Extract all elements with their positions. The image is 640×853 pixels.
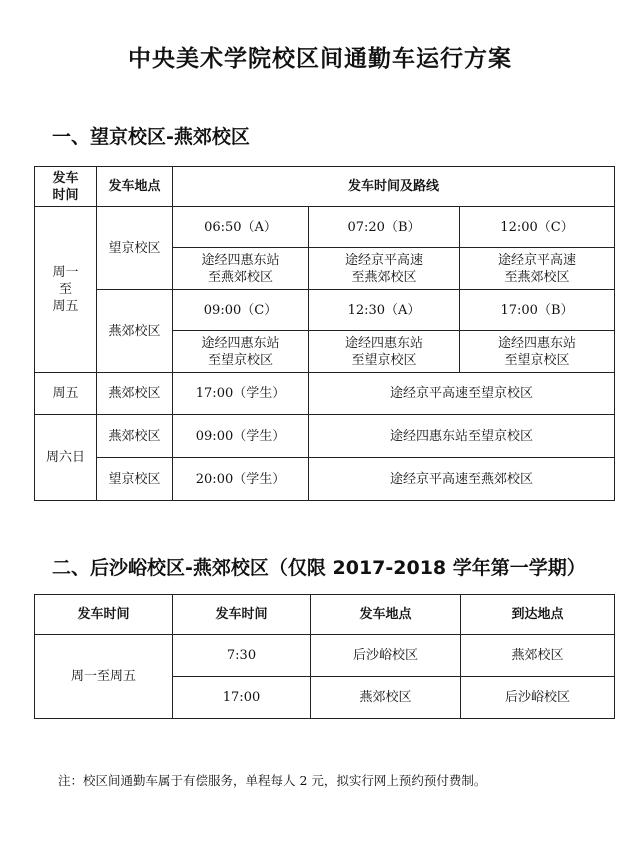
place-cell: 燕郊校区 (97, 415, 173, 458)
header-departure-place: 发车地点 (97, 167, 173, 207)
time-cell: 7:30 (173, 635, 311, 677)
time-cell: 17:00 (173, 677, 311, 719)
time-cell: 17:00（学生） (173, 373, 309, 415)
header-departure-time: 发车 时间 (35, 167, 97, 207)
route-cell: 途经京平高速 至燕郊校区 (460, 248, 615, 290)
header-to: 到达地点 (461, 595, 615, 635)
friday-label: 周五 (35, 373, 97, 415)
page-title: 中央美术学院校区间通勤车运行方案 (128, 46, 512, 72)
time-cell: 20:00（学生） (173, 458, 309, 501)
time-cell: 09:00（C） (173, 290, 309, 331)
time-cell: 06:50（A） (173, 207, 309, 248)
to-cell: 后沙峪校区 (461, 677, 615, 719)
time-cell: 07:20（B） (309, 207, 460, 248)
weekday-label: 周一至周五 (35, 635, 173, 719)
header-time-and-route: 发车时间及路线 (173, 167, 615, 207)
header-day: 发车时间 (35, 595, 173, 635)
route-cell: 途经四惠东站 至望京校区 (309, 331, 460, 373)
section-heading-2: 二、后沙峪校区-燕郊校区（仅限 2017-2018 学年第一学期） (52, 557, 586, 579)
route-cell: 途经京平高速至望京校区 (309, 373, 615, 415)
route-cell: 途经四惠东站至望京校区 (309, 415, 615, 458)
schedule-table-houshayu-yanjiao (34, 594, 615, 719)
header-time: 发车时间 (173, 595, 311, 635)
schedule-table-wangjing-yanjiao (34, 166, 615, 501)
place-yanjiao: 燕郊校区 (97, 290, 173, 373)
header-from: 发车地点 (311, 595, 461, 635)
time-cell: 17:00（B） (460, 290, 615, 331)
route-cell: 途经四惠东站 至望京校区 (173, 331, 309, 373)
from-cell: 燕郊校区 (311, 677, 461, 719)
footnote: 注：校区间通勤车属于有偿服务，单程每人 2 元，拟实行网上预约预付费制。 (58, 773, 487, 788)
place-cell: 燕郊校区 (97, 373, 173, 415)
time-cell: 12:00（C） (460, 207, 615, 248)
weekend-label: 周六日 (35, 415, 97, 501)
time-cell: 09:00（学生） (173, 415, 309, 458)
to-cell: 燕郊校区 (461, 635, 615, 677)
section-heading-1: 一、望京校区-燕郊校区 (52, 126, 250, 148)
time-cell: 12:30（A） (309, 290, 460, 331)
from-cell: 后沙峪校区 (311, 635, 461, 677)
place-cell: 望京校区 (97, 458, 173, 501)
route-cell: 途经京平高速至燕郊校区 (309, 458, 615, 501)
route-cell: 途经京平高速 至燕郊校区 (309, 248, 460, 290)
route-cell: 途经四惠东站 至燕郊校区 (173, 248, 309, 290)
weekday-label: 周一 至 周五 (35, 207, 97, 373)
place-wangjing: 望京校区 (97, 207, 173, 290)
route-cell: 途经四惠东站 至望京校区 (460, 331, 615, 373)
